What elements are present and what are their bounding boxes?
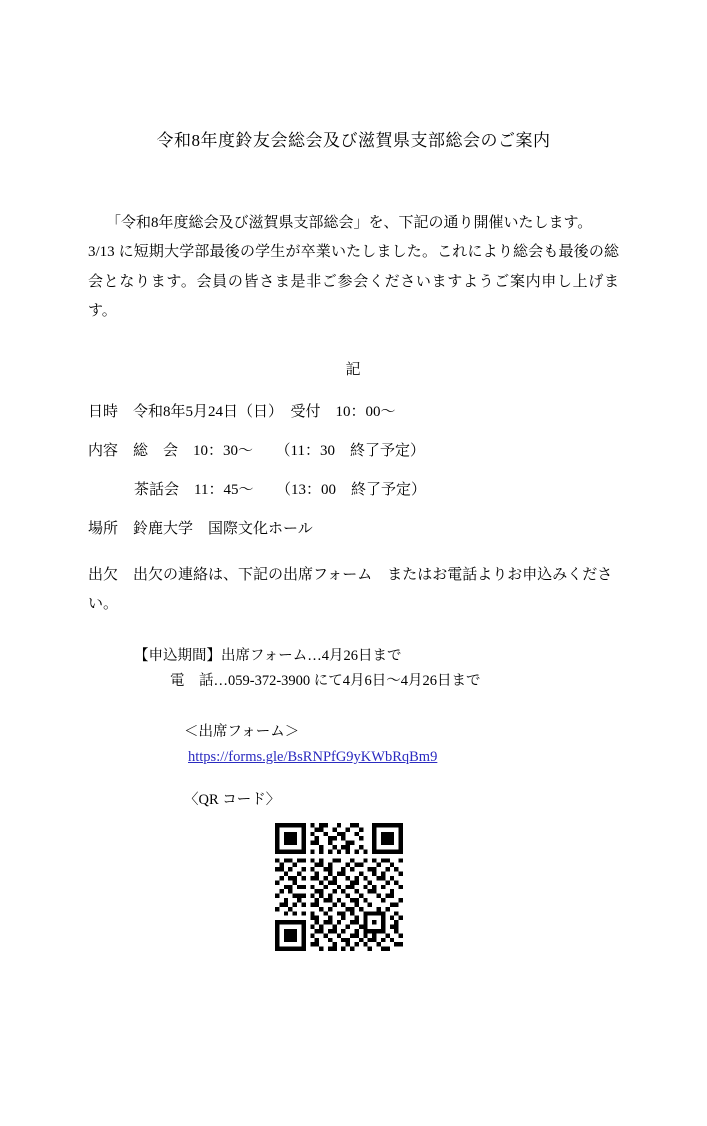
apply-line-phone: 電 話…059-372-3900 にて4月6日～4月26日まで [170,672,481,689]
intro-paragraph [88,209,619,326]
qr-code-wrap [88,823,619,951]
detail-label-place: 場所 [88,521,119,537]
detail-row-datetime [88,405,619,420]
detail-value-attendance: 出欠の連絡は、下記の出席フォーム またはお電話よりお申込みください。 [88,567,613,613]
attendance-form-link[interactable]: https://forms.gle/BsRNPfG9yKWbRqBm9 [188,749,438,766]
detail-value-content: 総 会 10：30～ （11：30 終了予定） [133,443,425,459]
detail-value-teatalk: 茶話会 11：45～ （13：00 終了予定） [134,482,426,498]
detail-row-teatalk [88,483,619,498]
qr-code-image [275,823,403,951]
detail-row-attendance [88,561,619,620]
apply-form-deadline: 出席フォーム…4月26日まで [221,647,402,664]
intro-line-2: 3/13 に短期大学部最後の学生が卒業いたしました。これにより総会も最後の総会となります。会員の皆さま是非ご参会くださいますようご案内申し上げます。 [88,244,619,319]
page-title: 令和8年度鈴友会総会及び滋賀県支部総会のご案内 [156,131,551,150]
detail-label-attendance: 出欠 [88,567,119,583]
detail-value-datetime: 令和8年5月24日（日） 受付 10：00～ [133,404,396,420]
apply-line-form [134,644,619,669]
detail-block [88,405,619,620]
detail-row-content [88,444,619,459]
form-link-wrap [88,749,619,766]
application-period-block [88,644,619,695]
ki-marker: 記 [345,362,362,378]
detail-row-place [88,522,619,537]
document-page [0,126,707,1126]
detail-label-content: 内容 [88,443,119,459]
detail-label-datetime: 日時 [88,404,119,420]
intro-line-1: 「令和8年度総会及び滋賀県支部総会」を、下記の通り開催いたします。 [106,215,593,231]
form-label: ＜出席フォーム＞ [184,724,300,741]
qr-label: 〈QR コード〉 [184,792,281,809]
detail-value-place: 鈴鹿大学 国際文化ホール [133,521,313,537]
apply-heading: 【申込期間】 [134,647,221,664]
